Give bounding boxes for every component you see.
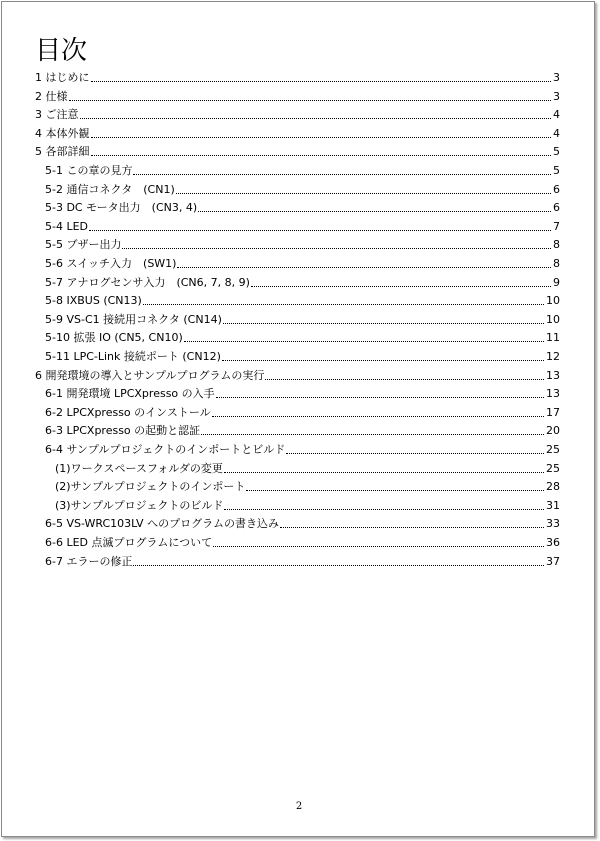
toc-entry-label: 5-4 LED	[45, 219, 89, 233]
toc-entry[interactable]	[45, 405, 560, 419]
toc-entry[interactable]	[35, 107, 560, 121]
toc-entry-page: 17	[546, 405, 560, 419]
toc-entry-label: 6 開発環境の導入とサンプルプログラムの実行	[35, 368, 265, 382]
toc-leader-dots	[80, 117, 552, 119]
toc-entry-label: 6-3 LPCXpresso の起動と認証	[45, 424, 201, 438]
toc-entry[interactable]	[45, 554, 560, 568]
toc-entry-page: 6	[553, 201, 560, 215]
toc-entry[interactable]	[45, 349, 560, 363]
toc-title: 目次	[35, 36, 88, 66]
toc-entry[interactable]	[45, 182, 560, 196]
page-number: 2	[295, 801, 303, 812]
toc-leader-dots	[201, 433, 544, 435]
toc-entry-page: 3	[553, 71, 560, 84]
toc-entry-page: 28	[546, 480, 560, 494]
toc-entry[interactable]	[35, 70, 560, 84]
toc-entry-page: 8	[553, 257, 560, 270]
toc-entry[interactable]	[45, 386, 560, 400]
toc-leader-dots	[265, 378, 544, 380]
toc-entry-label: 5-10 拡張 IO (CN5, CN10)	[45, 331, 183, 345]
toc-entry-page: 13	[546, 368, 560, 382]
toc-leader-dots	[91, 136, 552, 138]
toc-leader-dots	[223, 322, 544, 324]
toc-entry-page: 5	[553, 145, 560, 159]
toc-leader-dots	[216, 396, 544, 398]
toc-entry-page: 37	[546, 554, 560, 568]
toc-entry[interactable]	[45, 256, 560, 270]
toc-entry-label: 1 はじめに	[35, 71, 90, 84]
toc-entry-page: 36	[546, 536, 560, 549]
toc-entry-label: 5-9 VS-C1 接続用コネクタ (CN14)	[45, 312, 222, 326]
toc-entry[interactable]	[45, 219, 560, 233]
toc-entry-label: 5-3 DC モータ出力 (CN3, 4)	[45, 201, 198, 215]
toc-entry-label: 5-2 通信コネクタ (CN1)	[45, 182, 175, 196]
toc-leader-dots	[212, 415, 544, 417]
toc-leader-dots	[91, 154, 552, 156]
toc-entry-page: 6	[553, 182, 560, 196]
toc-entry-label: 5-1 この章の見方	[45, 164, 133, 177]
document-page	[1, 1, 595, 837]
toc-entry-page: 4	[553, 108, 560, 122]
toc-leader-dots	[280, 526, 544, 528]
toc-entry-page: 4	[553, 126, 560, 140]
toc-entry[interactable]	[45, 312, 560, 326]
toc-entry[interactable]	[45, 237, 560, 251]
toc-entry-label: 6-5 VS-WRC103LV へのプログラムの書き込み	[45, 517, 279, 531]
toc-entry-label: 2 仕様	[35, 89, 68, 103]
toc-entry-page: 3	[553, 89, 560, 103]
toc-leader-dots	[224, 508, 544, 510]
toc-entry[interactable]	[35, 144, 560, 158]
toc-entry-label: 3 ご注意	[35, 108, 79, 122]
toc-entry-page: 31	[546, 498, 560, 512]
toc-leader-dots	[251, 285, 551, 287]
toc-entry[interactable]	[45, 535, 560, 549]
toc-entry[interactable]	[45, 200, 560, 214]
toc-leader-dots	[89, 229, 551, 231]
toc-entry[interactable]	[35, 368, 560, 382]
toc-leader-dots	[224, 471, 544, 473]
toc-entry-page: 13	[546, 387, 560, 401]
toc-leader-dots	[91, 80, 552, 82]
toc-entry-label: (1)ワークスペースフォルダの変更	[55, 461, 223, 475]
toc-entry[interactable]	[45, 275, 560, 289]
toc-entry[interactable]	[45, 442, 560, 456]
toc-leader-dots	[176, 192, 551, 194]
toc-leader-dots	[198, 210, 551, 212]
toc-leader-dots	[177, 266, 551, 268]
toc-entry-label: 5-6 スイッチ入力 (SW1)	[45, 257, 177, 270]
toc-entry[interactable]	[45, 423, 560, 437]
toc-entry-label: 5 各部詳細	[35, 145, 90, 159]
toc-entry-label: 6-4 サンプルプロジェクトのインポートとビルド	[45, 443, 286, 456]
toc-entry-label: (2)サンプルプロジェクトのインポート	[55, 480, 246, 494]
toc-entry-label: 6-6 LED 点滅プログラムについて	[45, 536, 213, 549]
toc-entry-page: 33	[546, 517, 560, 531]
toc-entry[interactable]	[45, 330, 560, 344]
toc-entry-label: 5-7 アナログセンサ入力 (CN6, 7, 8, 9)	[45, 275, 250, 289]
toc-entry-page: 7	[553, 219, 560, 233]
toc-entry[interactable]	[55, 479, 560, 493]
toc-entry-label: 5-11 LPC-Link 接続ポート (CN12)	[45, 350, 221, 363]
toc-leader-dots	[286, 452, 544, 454]
toc-entry-page: 10	[546, 294, 560, 308]
toc-leader-dots	[184, 340, 544, 342]
toc-leader-dots	[122, 247, 551, 249]
toc-leader-dots	[213, 545, 544, 547]
toc-leader-dots	[133, 173, 551, 175]
toc-entry-page: 20	[546, 424, 560, 438]
toc-entry-label: (3)サンプルプロジェクトのビルド	[55, 498, 224, 512]
toc-entry-label: 4 本体外観	[35, 126, 90, 140]
toc-entry-page: 25	[546, 443, 560, 456]
toc-entry[interactable]	[35, 126, 560, 140]
toc-entry-label: 5-5 ブザー出力	[45, 238, 122, 252]
toc-leader-dots	[246, 489, 544, 491]
toc-entry-page: 25	[546, 461, 560, 475]
toc-leader-dots	[222, 359, 544, 361]
toc-entry-page: 8	[553, 238, 560, 252]
toc-entry[interactable]	[55, 498, 560, 512]
toc-entry[interactable]	[35, 89, 560, 103]
toc-leader-dots	[143, 303, 544, 305]
toc-entry-page: 12	[546, 350, 560, 363]
toc-leader-dots	[133, 564, 544, 566]
toc-entry-label: 6-7 エラーの修正	[45, 554, 133, 568]
toc-entry[interactable]	[45, 293, 560, 307]
toc-leader-dots	[69, 99, 552, 101]
toc-entry[interactable]	[45, 516, 560, 530]
toc-entry[interactable]	[55, 461, 560, 475]
toc-entry-label: 6-1 開発環境 LPCXpresso の入手	[45, 387, 215, 401]
toc-entry-page: 9	[553, 275, 560, 289]
toc-entry-page: 10	[546, 312, 560, 326]
toc-entry[interactable]	[45, 163, 560, 177]
toc-entry-page: 5	[553, 164, 560, 177]
toc-entry-page: 11	[546, 331, 560, 345]
toc-entry-label: 6-2 LPCXpresso のインストール	[45, 405, 211, 419]
toc-entry-label: 5-8 IXBUS (CN13)	[45, 294, 142, 308]
